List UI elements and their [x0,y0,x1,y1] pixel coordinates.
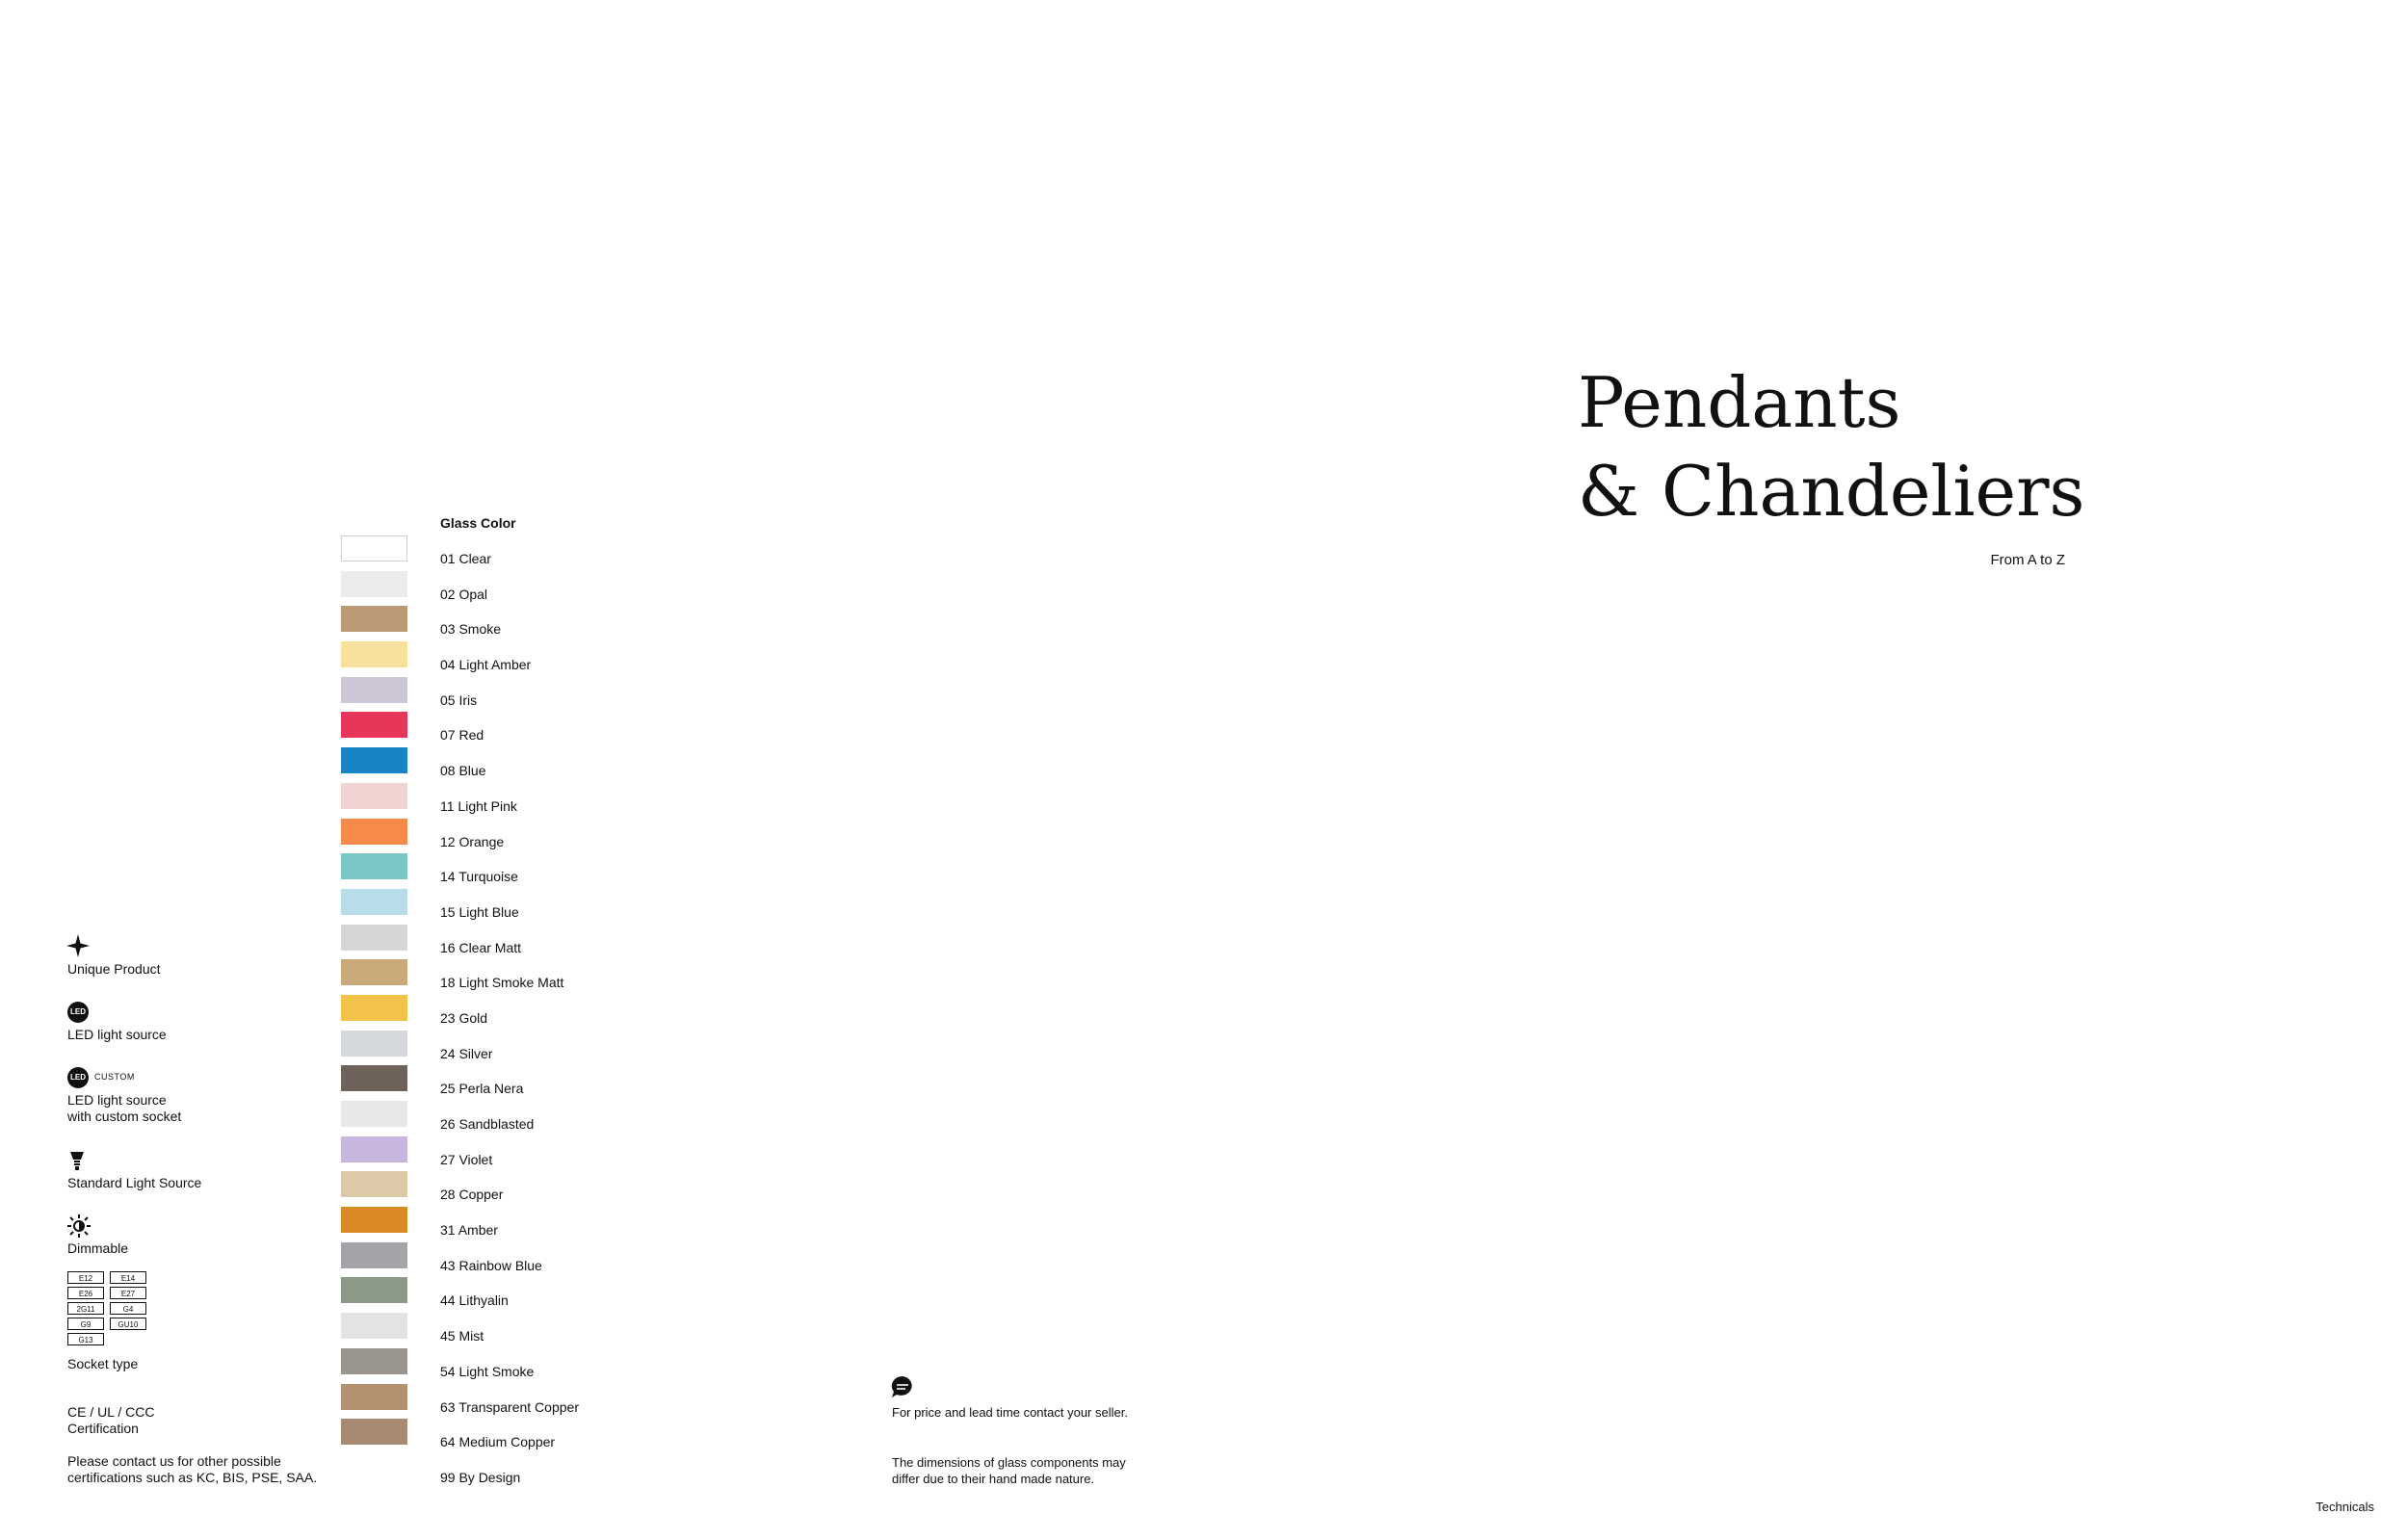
glass-color-item [341,959,630,995]
glass-color-label: 11 Light Pink [440,797,517,814]
glass-color-label: 43 Rainbow Blue [440,1257,542,1273]
glass-swatch [341,1031,407,1057]
socket-badge: 2G11 [67,1302,104,1315]
glass-color-label: 15 Light Blue [440,903,519,920]
dimensions-note [892,1454,1126,1487]
glass-swatch [341,712,407,738]
glass-color-label: 27 Violet [440,1151,493,1167]
dimensions-line-1: The dimensions of glass components may [892,1455,1126,1470]
glass-swatch [341,853,407,879]
glass-color-item [341,1101,630,1136]
socket-badge: E14 [110,1271,146,1284]
glass-color-label: 63 Transparent Copper [440,1398,579,1415]
glass-color-item [341,1136,630,1172]
glass-color-item [341,1171,630,1207]
title-line-2: & Chandeliers [1578,451,2085,532]
glass-swatch [341,606,407,632]
glass-color-item [341,1031,630,1066]
section-footer: Technicals [2316,1500,2374,1514]
glass-color-label: 18 Light Smoke Matt [440,975,564,991]
glass-color-label: 99 By Design [440,1469,521,1485]
socket-badge: G9 [67,1318,104,1330]
standard-source-label: Standard Light Source [67,1175,202,1190]
socket-badge: E26 [67,1287,104,1299]
glass-color-item [341,1419,630,1454]
glass-color-label: 54 Light Smoke [440,1363,535,1379]
glass-swatch [341,1348,407,1374]
cert-line-2: Certification [67,1421,139,1436]
dimmable-label: Dimmable [67,1240,129,1256]
contact-line-2: certifications such as KC, BIS, PSE, SAA. [67,1470,318,1485]
certification-label [67,1404,155,1437]
glass-swatch [341,925,407,951]
glass-color-item [341,1065,630,1101]
glass-color-item [341,571,630,607]
glass-color-label: 31 Amber [440,1222,498,1239]
glass-color-label: 12 Orange [440,833,505,849]
glass-color-label: 01 Clear [440,551,491,566]
glass-swatch [341,571,407,597]
glass-color-item [341,1242,630,1278]
led-custom-line-2: with custom socket [67,1109,182,1124]
socket-badge: E12 [67,1271,104,1284]
glass-color-item [341,1454,630,1490]
glass-swatch [341,1101,407,1127]
custom-tag: CUSTOM [94,1072,135,1082]
glass-swatch [341,889,407,915]
glass-color-item [341,641,630,677]
page-subtitle: From A to Z [1990,552,2065,568]
glass-swatch [341,1242,407,1268]
chat-bubble-icon [891,1375,914,1398]
glass-color-item [341,1348,630,1384]
glass-swatch [341,1136,407,1162]
glass-swatch [341,1207,407,1233]
glass-swatch [341,1419,407,1445]
star-icon [66,934,90,957]
glass-color-item [341,1207,630,1242]
page-title [1578,358,2117,535]
glass-color-item [341,606,630,641]
glass-color-label: 26 Sandblasted [440,1116,535,1132]
glass-color-item [341,747,630,783]
glass-swatch [341,1313,407,1339]
glass-color-item [341,712,630,747]
glass-swatch [341,677,407,703]
glass-color-label: 14 Turquoise [440,869,518,885]
glass-color-item [341,995,630,1031]
dimmable-icon [67,1214,91,1238]
glass-swatch [341,783,407,809]
glass-color-label: 24 Silver [440,1045,493,1061]
glass-color-label: 04 Light Amber [440,657,532,673]
glass-color-label: 28 Copper [440,1187,504,1203]
glass-color-label: 45 Mist [440,1328,484,1344]
contact-line-1: Please contact us for other possible [67,1453,281,1469]
glass-swatch [341,819,407,845]
price-note: For price and lead time contact your seller. [892,1405,1128,1420]
led-custom-label [67,1092,181,1125]
socket-grid [67,1271,154,1345]
bulb-icon [69,1152,85,1171]
glass-color-item [341,889,630,925]
dimensions-line-2: differ due to their hand made nature. [892,1472,1095,1486]
glass-color-list [341,535,630,1490]
glass-color-item [341,853,630,889]
glass-color-item [341,783,630,819]
glass-swatch [341,995,407,1021]
socket-badge: G4 [110,1302,146,1315]
glass-color-label: 08 Blue [440,763,486,779]
glass-swatch [341,1171,407,1197]
glass-swatch [341,747,407,773]
glass-color-label: 07 Red [440,727,484,744]
title-line-1: Pendants [1578,362,1901,443]
glass-color-item [341,819,630,854]
glass-color-label: 03 Smoke [440,621,502,638]
glass-color-item [341,677,630,713]
glass-color-item [341,1277,630,1313]
glass-swatch [341,959,407,985]
led-source-label: LED light source [67,1027,167,1042]
socket-badge: GU10 [110,1318,146,1330]
socket-badge: E27 [110,1287,146,1299]
glass-color-heading: Glass Color [440,515,516,531]
socket-badge: G13 [67,1333,104,1345]
glass-color-item [341,925,630,960]
unique-product-label: Unique Product [67,961,161,977]
glass-color-label: 16 Clear Matt [440,939,522,955]
glass-color-item [341,1384,630,1420]
glass-color-label: 05 Iris [440,692,478,708]
glass-swatch [341,1384,407,1410]
glass-swatch [341,641,407,667]
glass-swatch [341,1065,407,1091]
led-custom-line-1: LED light source [67,1092,167,1108]
socket-type-label: Socket type [67,1356,139,1371]
glass-color-label: 25 Perla Nera [440,1081,524,1097]
glass-swatch [341,1277,407,1303]
glass-color-label: 44 Lithyalin [440,1292,509,1309]
led-custom-icon: LED [67,1067,89,1088]
glass-swatch [341,535,407,561]
certification-note [67,1453,317,1486]
cert-line-1: CE / UL / CCC [67,1404,155,1420]
glass-color-label: 64 Medium Copper [440,1434,556,1450]
glass-color-item [341,1313,630,1348]
led-icon: LED [67,1002,89,1023]
glass-color-label: 23 Gold [440,1009,488,1026]
glass-color-item [341,535,630,571]
glass-color-label: 02 Opal [440,586,488,602]
